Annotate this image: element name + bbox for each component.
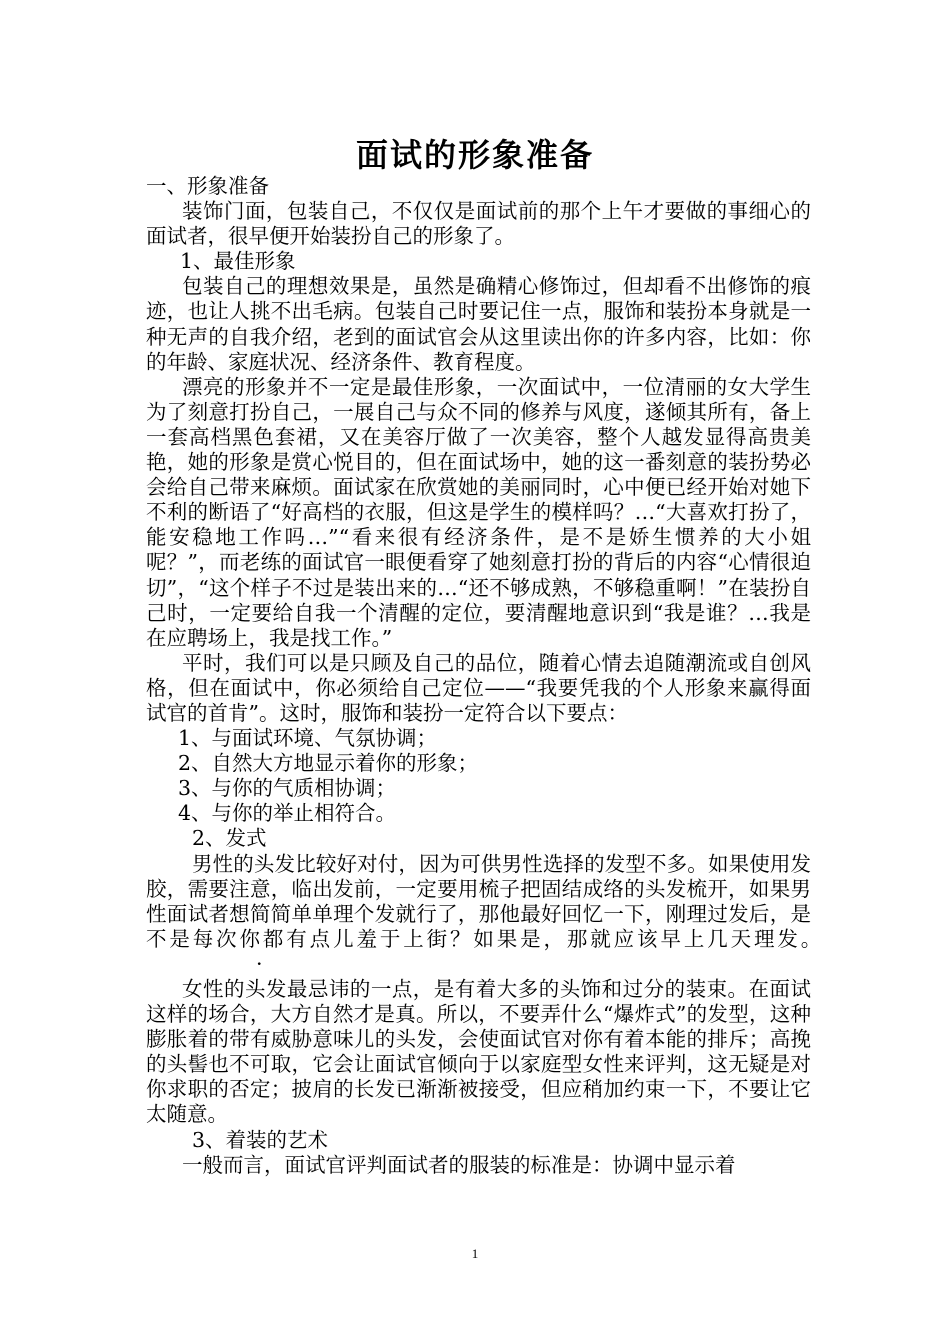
paragraph-best-image-1: 包装自己的理想效果是，虽然是确精心修饰过，但却看不出修饰的痕迹，也让人挑不出毛病。包装自己时要记住一点，服饰和装扮本身就是一种无声的自我介绍，老到的面试官会从这里读出你的许多内容，比如：你的年龄、家庭状况、经济条件、教育程度。 [146,274,811,374]
paragraph-hair-female: 女性的头发最忌讳的一点，是有着大多的头饰和过分的装束。在面试这样的场合，大方自然才是真。所以，不要弄什么“爆炸式”的发型，这种膨胀着的带有威胁意味儿的头发，会使面试官对你有着本能的排斥；高挽的头髻也不可取，它会让面试官倾向于以家庭型女性来评判，这无疑是对你求职的否定；披肩的长发已渐渐被接受，但应稍加约束一下，不要让它太随意。 [146,977,811,1127]
subsection-heading-dress-art: 3、着装的艺术 [192,1127,329,1152]
list-item-point-4: 4、与你的举止相符合。 [178,801,397,826]
paragraph-intro: 装饰门面，包装自己，不仅仅是面试前的那个上午才要做的事细心的面试者，很早便开始装扮自己的形象了。 [146,199,811,249]
list-item-point-2: 2、自然大方地显示着你的形象； [178,751,479,776]
document-title: 面试的形象准备 [355,136,594,174]
paragraph-best-image-2: 漂亮的形象并不一定是最佳形象，一次面试中，一位清丽的女大学生为了刻意打扮自己，一展自己与众不同的修养与风度，遂倾其所有，备上一套高档黑色套裙，又在美容厅做了一次美容，整个人越发显得高贵美艳，她的形象是赏心悦目的，但在面试场中，她的这一番刻意的装扮势必会给自己带来麻烦。面试家在欣赏她的美丽同时，心中便已经开始对她下不利的断语了“好高档的衣服，但这是学生的模样吗？…“大喜欢打扮了，能安稳地工作吗…”“看来很有经济条件，是不是娇生惯养的大小姐呢？”，而老练的面试官一眼便看穿了她刻意打扮的背后的内容“心情很迫切”，“这个样子不过是装出来的…“还不够成熟，不够稳重啊！”在装扮自己时，一定要给自我一个清醒的定位，要清醒地意识到“我是谁？…我是在应聘场上，我是找工作。” [146,374,811,650]
paragraph-hair-male-text: 男性的头发比较好对付，因为可供男性选择的发型不多。如果使用发胶，需要注意，临出发前，一定要用梳子把固结成络的头发梳开，如果男性面试者想简简单单理个发就行了，那他最好回忆一下，刚理过发后，是不是每次你都有点儿羞于上街？如果是，那就应该早上几天理发。 [146,851,811,951]
paragraph-dress: 一般而言，面试官评判面试者的服装的标准是：协调中显示着 [182,1152,736,1177]
stray-dot-mark: · [256,951,263,976]
list-item-point-1: 1、与面试环境、气氛协调； [178,726,438,751]
section-heading-image-prep: 一、形象准备 [146,174,269,198]
list-item-point-3: 3、与你的气质相协调； [178,776,397,801]
subsection-heading-hairstyle: 2、发式 [192,826,267,851]
paragraph-best-image-3: 平时，我们可以是只顾及自己的品位，随着心情去追随潮流或自创风格，但在面试中，你必须给自己定位——“我要凭我的个人形象来赢得面试官的首肯”。这时，服饰和装扮一定符合以下要点： [146,650,811,725]
document-body [146,174,811,1178]
page-number: 1 [471,1246,479,1261]
paragraph-hair-male [146,852,811,977]
subsection-heading-best-image: 1、最佳形象 [180,249,296,274]
